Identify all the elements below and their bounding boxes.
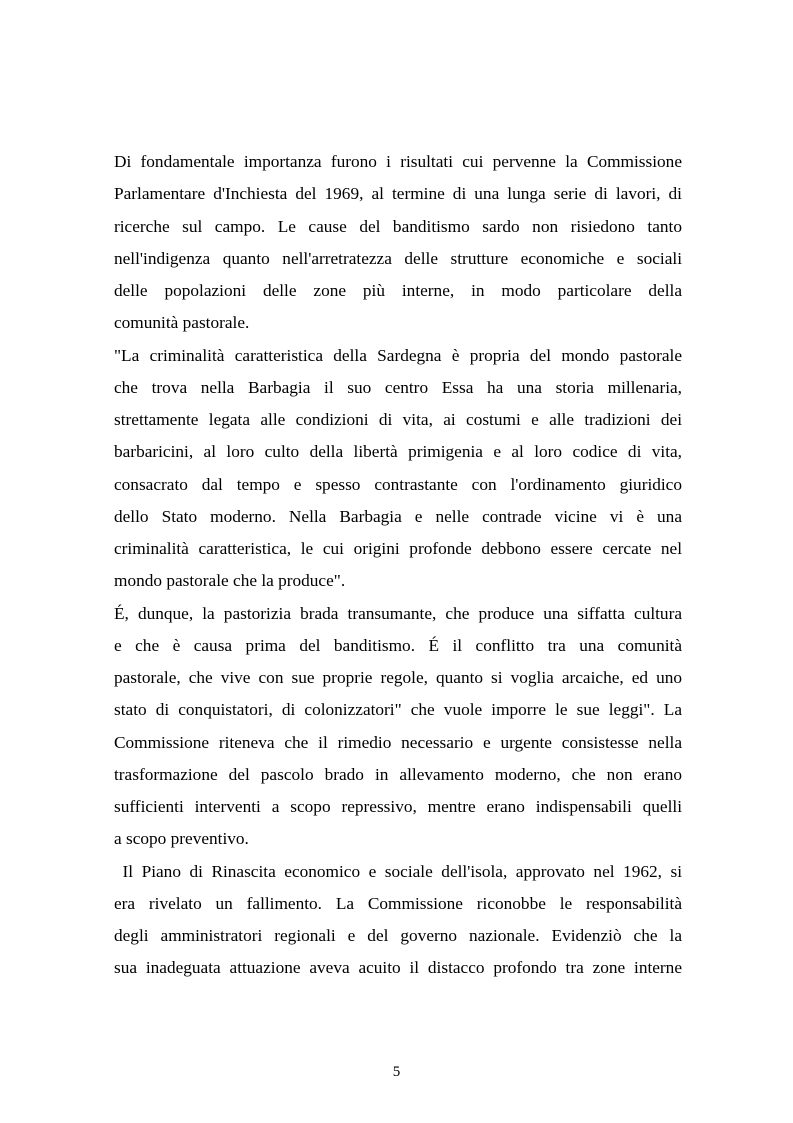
text-line: a scopo preventivo. — [114, 829, 249, 849]
text-line: mondo pastorale che la produce". — [114, 571, 346, 591]
text-line: degli amministratori regionali e del governo nazionale. Evidenziò che la — [114, 926, 682, 945]
page-number: 5 — [392, 1064, 401, 1080]
text-line: sufficienti interventi a scopo repressivo, mentre erano indispensabili quelli — [114, 797, 682, 816]
text-line: É, dunque, la pastorizia brada transumante, che produce una siffatta cultura — [114, 603, 682, 623]
text-line: sua inadeguata attuazione aveva acuito il distacco profondo tra zone interne — [114, 958, 682, 978]
text-line: Il Piano di Rinascita economico e sociale dell'isola, approvato nel 1962, si — [114, 861, 682, 881]
text-line: che trova nella Barbagia il suo centro Essa ha una storia millenaria, — [114, 377, 682, 397]
text-line: nell'indigenza quanto nell'arretratezza delle strutture economiche e sociali — [114, 248, 682, 268]
text-line: ricerche sul campo. Le cause del banditismo sardo non risiedono tanto — [114, 216, 682, 236]
text-line: comunità pastorale. — [114, 313, 250, 333]
text-line: "La criminalità caratteristica della Sardegna è propria del mondo pastorale — [114, 345, 682, 365]
text-line: stato di conquistatori, di colonizzatori" che vuole imporre le sue leggi". La — [114, 700, 682, 720]
text-line: Parlamentare d'Inchiesta del 1969, al termine di una lunga serie di lavori, di — [114, 184, 682, 204]
text-line: criminalità caratteristica, le cui origini profonde debbono essere cercate nel — [114, 539, 682, 558]
text-line: trasformazione del pascolo brado in allevamento moderno, che non erano — [114, 764, 682, 784]
text-line: barbaricini, al loro culto della libertà primigenia e al loro codice di vita, — [114, 442, 682, 462]
text-line: delle popolazioni delle zone più interne, in modo particolare della — [114, 281, 682, 300]
text-line: era rivelato un fallimento. La Commissione riconobbe le responsabilità — [114, 893, 682, 913]
text-line: strettamente legata alle condizioni di vita, ai costumi e alle tradizioni dei — [114, 410, 682, 429]
text-line: Commissione riteneva che il rimedio necessario e urgente consistesse nella — [114, 732, 682, 752]
text-line: pastorale, che vive con sue proprie regole, quanto si voglia arcaiche, ed uno — [114, 668, 682, 687]
text-line: consacrato dal tempo e spesso contrastante con l'ordinamento giuridico — [114, 474, 682, 494]
text-line: e che è causa prima del banditismo. É il conflitto tra una comunità — [114, 635, 682, 655]
body-text — [114, 146, 682, 985]
text-line: dello Stato moderno. Nella Barbagia e nelle contrade vicine vi è una — [114, 506, 682, 526]
text-line: Di fondamentale importanza furono i risultati cui pervenne la Commissione — [114, 152, 682, 171]
